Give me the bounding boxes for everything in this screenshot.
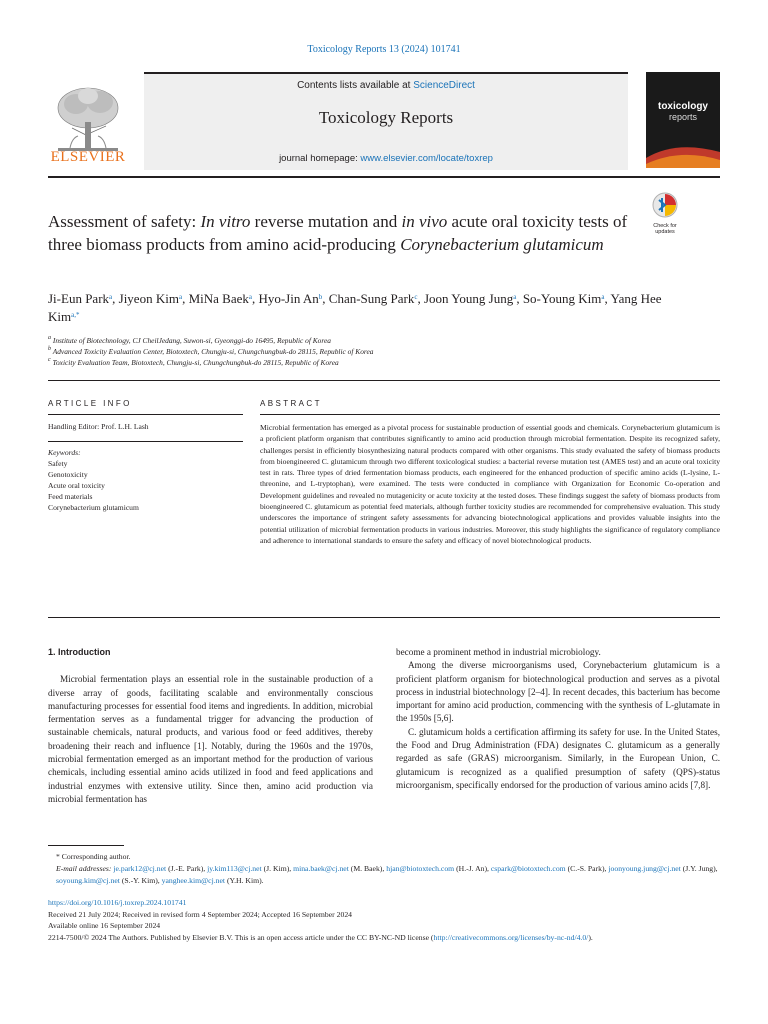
author-affiliation-marker[interactable]: a xyxy=(601,293,605,301)
cover-subtitle: reports xyxy=(668,112,697,122)
title-part: reverse mutation and xyxy=(250,212,402,231)
author-name[interactable]: So-Young Kim xyxy=(522,291,602,306)
publication-info xyxy=(48,897,720,943)
keyword: Acute oral toxicity xyxy=(48,481,105,490)
contents-line xyxy=(144,80,628,91)
email-owner: (Y.H. Kim). xyxy=(225,876,264,885)
author-affiliation-marker[interactable]: a xyxy=(109,293,113,301)
title-part-italic: Corynebacterium glutamicum xyxy=(400,235,604,254)
cover-title: toxicology xyxy=(657,101,708,112)
footnote-rule xyxy=(48,845,124,846)
journal-name: Toxicology Reports xyxy=(318,108,454,127)
affiliation-text: Toxicity Evaluation Team, Biotoxtech, Chungju-si, Chungchungbuk-do 28115, Republic of Korea xyxy=(52,358,339,367)
footnotes xyxy=(48,851,720,887)
abstract-heading: ABSTRACT xyxy=(260,399,322,408)
email-owner: (J.Y. Jung), xyxy=(680,864,718,873)
keyword: Genotoxicity xyxy=(48,470,88,479)
journal-reference-link[interactable]: Toxicology Reports 13 (2024) 101741 xyxy=(307,44,461,55)
handling-editor: Handling Editor: Prof. L.H. Lash xyxy=(48,422,149,431)
corresponding-author-note: * Corresponding author. xyxy=(56,852,131,861)
keyword: Feed materials xyxy=(48,492,93,501)
paragraph: Among the diverse microorganisms used, Corynebacterium glutamicum is a proficient platform organism for biotechnological production and serves as a pivotal process in industrial biotechnology [2–4]. In recent decades, this bacterium has become important for amino acid production, commencing with the synthesis of L-glutamate in the 1950s [5,6]. xyxy=(396,660,720,724)
journal-reference[interactable] xyxy=(0,44,768,55)
affiliation-key: c xyxy=(48,357,51,363)
check-for-updates-button[interactable] xyxy=(648,192,682,235)
abstract-bottom-rule xyxy=(48,617,720,618)
author-affiliation-marker[interactable]: a xyxy=(513,293,517,301)
keywords-block xyxy=(48,447,243,513)
email-link[interactable]: jy.kim113@cj.net xyxy=(207,864,262,873)
license-prefix: 2214-7500/© 2024 The Authors. Published by Elsevier B.V. This is an open access article under the CC BY-NC-ND license ( xyxy=(48,932,434,942)
email-link[interactable]: hjan@biotoxtech.com xyxy=(386,864,455,873)
author-affiliation-marker[interactable]: c xyxy=(414,293,418,301)
author-name[interactable]: Chan-Sung Park xyxy=(328,291,415,306)
affiliation-key: b xyxy=(48,346,51,352)
keywords-rule xyxy=(48,441,243,442)
crossmark-icon xyxy=(648,192,682,218)
keyword: Safety xyxy=(48,459,68,468)
paragraph: Microbial fermentation plays an essential role in the sustainable production of a diverse array of goods, facilitating scalable and environmentally conscious manufacturing processes for essential food items and ingredients. In addition, microbial fermentation serves as a fundamental trigger for advancing the production of sustainable chemicals, natural products, and various food or feed additives, thereby broadening their reach and influence [1]. Notably, during the 1960s and the 1970s, microbial fermentation emerged as an important method for the production of various chemicals, including essential amino acids utilized in food and feed applications and industrial enzymes with extensive utility. Since then, amino acid production via microbial fermentation has xyxy=(48,674,373,804)
sciencedirect-link[interactable]: ScienceDirect xyxy=(413,80,475,91)
email-link[interactable]: yanghee.kim@cj.net xyxy=(161,876,226,885)
author-affiliation-marker[interactable]: b xyxy=(318,293,323,301)
received-dates: Received 21 July 2024; Received in revised form 4 September 2024; Accepted 16 September 2024 xyxy=(48,909,353,919)
body-column-left xyxy=(48,646,373,806)
contents-prefix: Contents lists available at xyxy=(297,80,414,91)
email-link[interactable]: joonyoung.jung@cj.net xyxy=(608,864,681,873)
license-line xyxy=(48,932,720,944)
affiliations xyxy=(48,335,720,368)
available-online: Available online 16 September 2024 xyxy=(48,921,161,931)
journal-cover[interactable] xyxy=(646,72,720,168)
abstract-text: Microbial fermentation has emerged as a pivotal process for sustainable production of essential goods and chemicals. Corynebacterium glutamicum is a proficient platform organism that contributes significantly to amino acid production through microbial fermentation. Despite its recognized safety, challenges persist in efficiently biosynthesizing natural products compared with other organisms. This study evaluated the safety of biomass products from bioengineered C. glutamicum through two different toxicological studies: a bacterial reverse mutation test (AMES test) and an acute oral toxicity test in rats. Three types of dried fermentation biomass products, each engineered for the enhanced production of specific amino acids (L-lysine, L-threonine, and L-tryptophan), were examined. The tests were conducted in compliance with Organization for Economic Co-operation and Development guidelines and revealed no mutagenicity or acute toxicity at the tested doses. These findings suggest the safety of biomass products from bioengineered C. glutamicum as potential feed materials, although further toxicity studies are recommended for comprehensive evaluation. This study underscores the importance of stringent safety assessments for advancing biotechnological applications and provides valuable insights into the potential utilization of microbial fermentation products in various industries. Moreover, this study highlights the significance of regulatory compliance and adherence to international standards to ensure the safety and efficacy of novel biotechnological products. xyxy=(260,423,720,545)
email-owner: (J.-E. Park), xyxy=(166,864,208,873)
email-owner: (S.-Y. Kim), xyxy=(119,876,162,885)
author-name[interactable]: Joon Young Jung xyxy=(423,291,514,306)
author-affiliation-marker[interactable]: a xyxy=(248,293,252,301)
author-affiliation-marker[interactable]: a xyxy=(178,293,183,301)
email-link[interactable]: je.park12@cj.net xyxy=(113,864,167,873)
article-info-heading: ARTICLE INFO xyxy=(48,399,132,408)
section-title: 1. Introduction xyxy=(48,647,111,657)
article-info-rule xyxy=(48,414,243,415)
paragraph: become a prominent method in industrial microbiology. xyxy=(396,647,601,657)
author-name[interactable]: Ji-Eun Park xyxy=(48,291,110,306)
elsevier-wordmark: ELSEVIER xyxy=(50,149,126,165)
email-link[interactable]: mina.baek@cj.net xyxy=(293,864,349,873)
affiliation xyxy=(48,357,720,368)
affiliation xyxy=(48,346,720,357)
title-part-italic: In vitro xyxy=(200,212,251,231)
email-label: E-mail addresses: xyxy=(56,864,114,873)
header-rule xyxy=(48,176,720,178)
license-suffix: ). xyxy=(588,932,593,942)
email-owner: (H.-J. An), xyxy=(454,864,491,873)
author-name[interactable]: Hyo-Jin An xyxy=(258,291,319,306)
masthead-box xyxy=(144,72,628,170)
author-name[interactable]: Jiyeon Kim xyxy=(118,291,179,306)
email-owner: (C.-S. Park), xyxy=(565,864,609,873)
abstract-rule xyxy=(260,414,720,415)
email-owner: (J. Kim), xyxy=(261,864,294,873)
body-column-right xyxy=(396,646,720,792)
homepage-prefix: journal homepage: xyxy=(279,153,361,164)
author-list: Ji-Eun Park$^a$, Jiyeon Kim$^a$, MiNa Baek$^a$, Hyo-Jin An$^b$, Chan-Sung Park$^c$, Joon Young Jung$^a$, So-Young Kim$^a$, Yang Hee Kim$^{a,*}$ xyxy=(48,291,662,324)
title-part-italic: in vivo xyxy=(401,212,448,231)
affiliation-key: a xyxy=(48,335,51,341)
affiliation-text: Institute of Biotechnology, CJ CheilJedang, Suwon-si, Gyeonggi-do 16495, Republic of Korea xyxy=(52,336,331,345)
title-part: acute oral toxicity tests of three biomass products from amino acid-producing xyxy=(48,212,628,254)
paragraph: C. glutamicum holds a certification affirming its safety for use. In the United States, the Food and Drug Administration (FDA) designates C. glutamicum as a generally regarded as safe (GRAS) microorganism. Similarly, in the European Union, C. glutamicum is recognized as a qualified presumption of safety (QPS)-status microorganism, specifically endorsed for the production of various amino acids [7,8]. xyxy=(396,726,720,790)
crossmark-label: Check for updates xyxy=(653,223,677,235)
email-link[interactable]: soyoung.kim@cj.net xyxy=(56,876,120,885)
section-rule xyxy=(48,380,720,381)
cover-swoosh-graphic xyxy=(646,138,720,168)
email-owner: (M. Baek), xyxy=(348,864,387,873)
license-link[interactable]: http://creativecommons.org/licenses/by-nc-nd/4.0/ xyxy=(433,932,589,942)
author-name[interactable]: MiNa Baek xyxy=(188,291,249,306)
keywords-label: Keywords: xyxy=(48,448,81,457)
title-part: Assessment of safety: xyxy=(48,212,201,231)
article-title xyxy=(48,210,628,256)
affiliation xyxy=(48,335,720,346)
homepage-line xyxy=(144,153,628,164)
keyword: Corynebacterium glutamicum xyxy=(48,503,139,512)
masthead xyxy=(48,72,628,168)
journal-homepage-link[interactable]: www.elsevier.com/locate/toxrep xyxy=(360,153,493,164)
email-addresses xyxy=(48,863,720,887)
author-affiliation-marker[interactable]: a,* xyxy=(71,311,80,319)
doi-link[interactable]: https://doi.org/10.1016/j.toxrep.2024.101741 xyxy=(48,898,187,907)
email-link[interactable]: cspark@biotoxtech.com xyxy=(490,864,566,873)
affiliation-text: Advanced Toxicity Evaluation Center, Biotoxtech, Chungju-si, Chungchungbuk-do 28115, Republic of Korea xyxy=(52,347,374,356)
author-name[interactable]: Yang Hee Kim xyxy=(48,291,662,324)
